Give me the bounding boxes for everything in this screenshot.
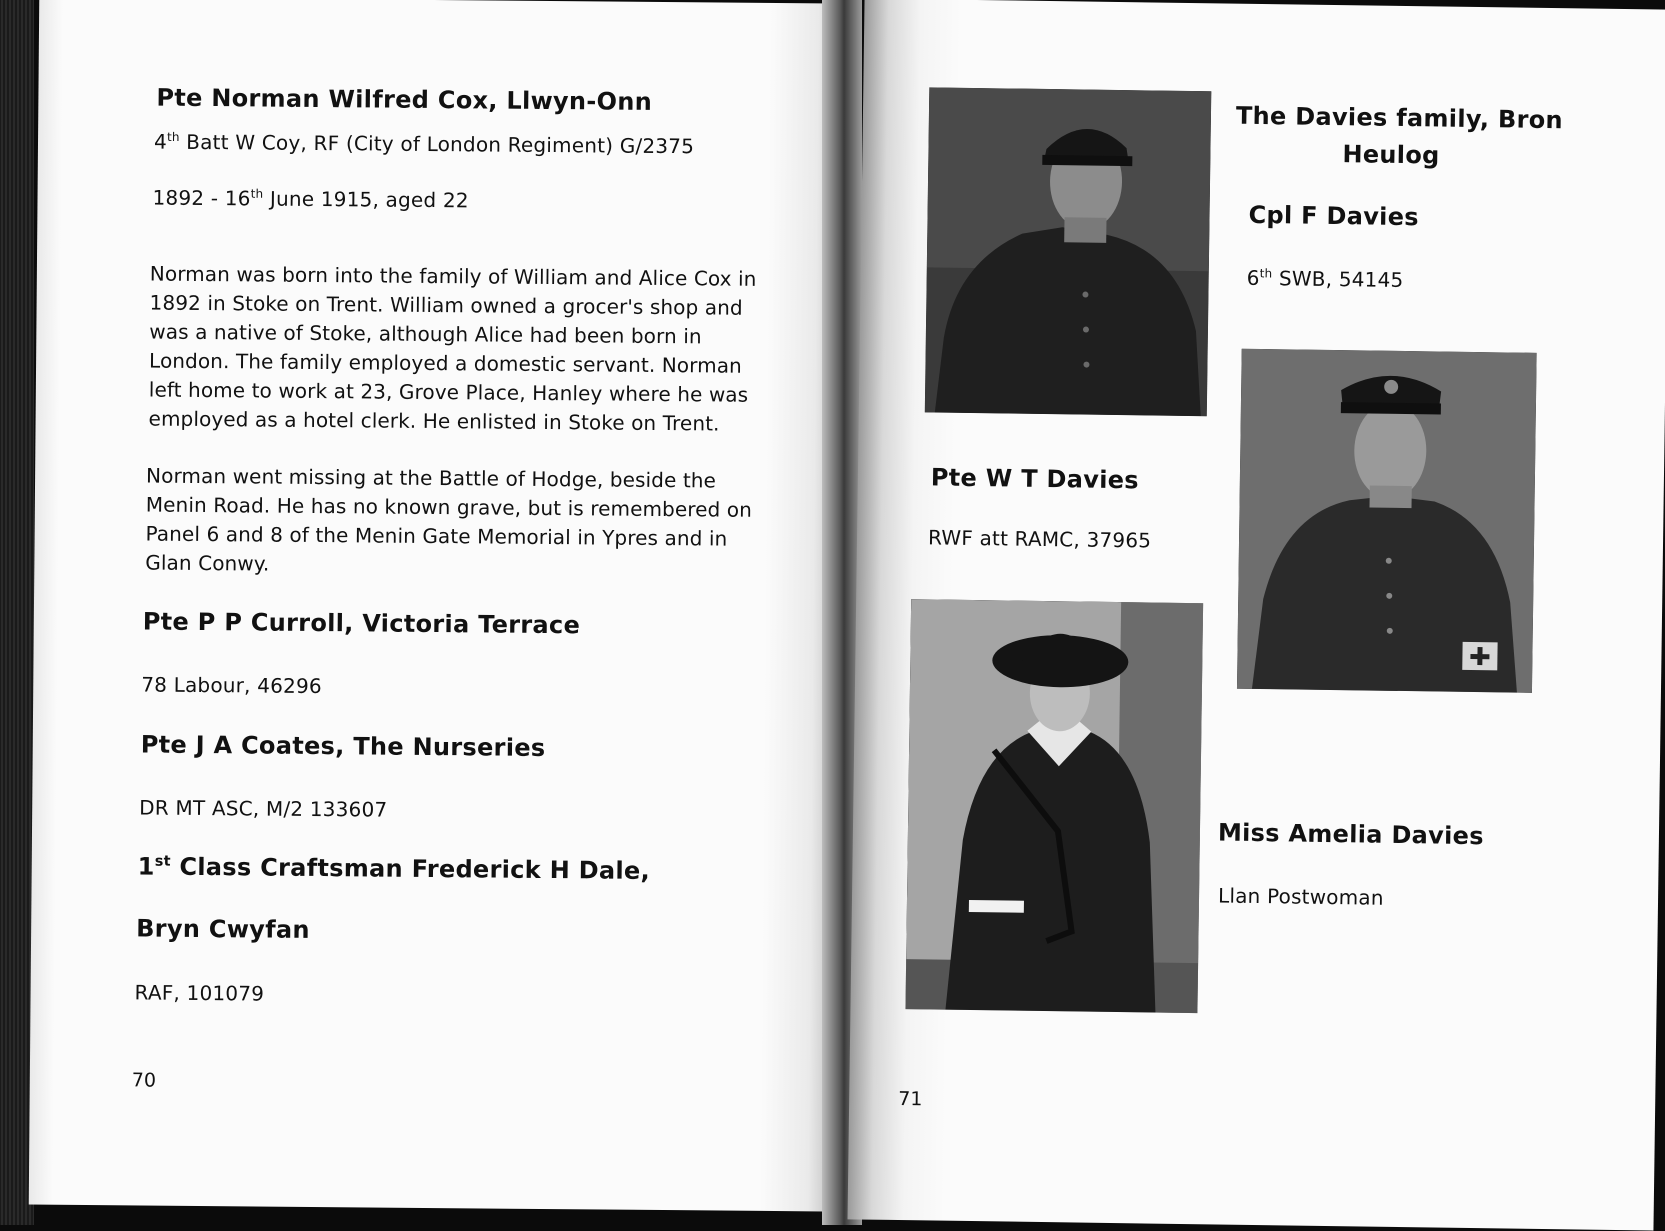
davies-family-heading-line2: Heulog <box>1342 140 1440 170</box>
cox-heading: Pte Norman Wilfred Cox, Llwyn-Onn <box>156 83 653 116</box>
page-right <box>848 0 1665 1231</box>
dale-detail: RAF, 101079 <box>134 980 265 1006</box>
wt-davies-heading: Pte W T Davies <box>930 463 1140 495</box>
page-left <box>29 0 835 1211</box>
f-davies-heading: Cpl F Davies <box>1248 200 1420 232</box>
wt-davies-detail: RWF att RAMC, 37965 <box>927 525 1152 553</box>
cox-unit: 4th Batt W Coy, RF (City of London Regiment) G/2375 <box>153 129 695 159</box>
cox-biography-paragraph: Norman was born into the family of William and Alice Cox in 1892 in Stoke on Trent. William owned a grocer's shop and was a native of Stoke, although Alice had been born in London. The family employed a domestic servant. Norman left home to work at 23, Grove Place, Hanley where he was employed as a hotel clerk. He enlisted in Stoke on Trent. <box>148 261 757 436</box>
dale-heading-line2: Bryn Cwyfan <box>136 914 310 944</box>
davies-family-heading-line1: The Davies family, Bron <box>1235 101 1564 135</box>
coates-detail: DR MT ASC, M/2 133607 <box>139 795 388 822</box>
curroll-detail: 78 Labour, 46296 <box>141 672 322 699</box>
photo-amelia-davies <box>905 599 1203 1013</box>
curroll-heading: Pte P P Curroll, Victoria Terrace <box>142 607 581 640</box>
amelia-davies-heading: Miss Amelia Davies <box>1217 818 1484 851</box>
page-number-right: 71 <box>898 1088 923 1111</box>
amelia-davies-detail: Llan Postwoman <box>1217 883 1384 910</box>
coates-heading: Pte J A Coates, The Nurseries <box>140 730 546 762</box>
f-davies-detail: 6th SWB, 54145 <box>1246 265 1404 292</box>
dale-heading: 1st Class Craftsman Frederick H Dale, <box>137 852 651 885</box>
page-number-left: 70 <box>131 1069 157 1092</box>
cox-dates: 1892 - 16th June 1915, aged 22 <box>152 185 469 213</box>
photo-f-davies <box>1237 349 1537 693</box>
photo-wt-davies <box>925 87 1212 416</box>
book-page-edges <box>0 0 34 1225</box>
cox-memorial-paragraph: Norman went missing at the Battle of Hodge, beside the Menin Road. He has no known grave, but is remembered on Panel 6 and 8 of the Menin Gate Memorial in Ypres and in Glan Conwy. <box>145 463 753 576</box>
